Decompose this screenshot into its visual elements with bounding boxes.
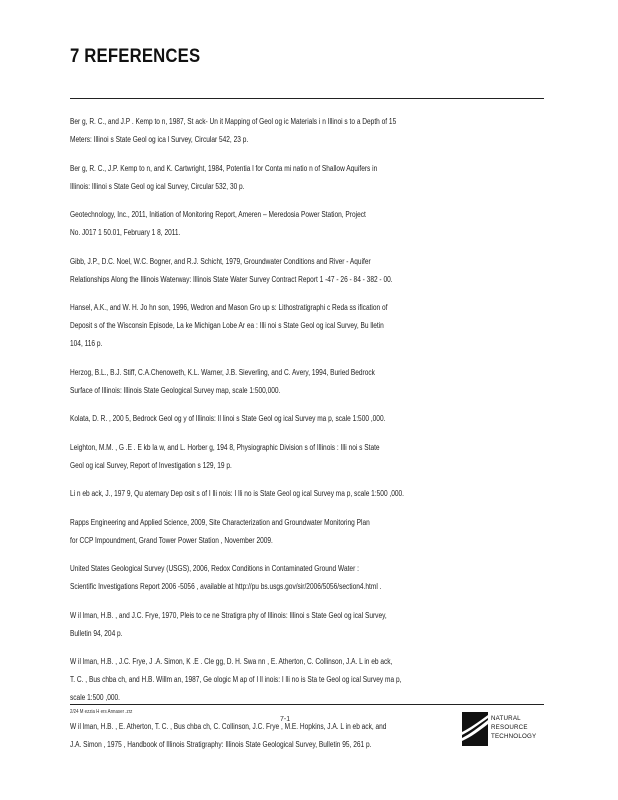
reference-line: Meters: Illinoi s State Geol og ica l Survey, Circular 542, 23 p.: [70, 135, 249, 144]
reference-entry: [70, 514, 544, 550]
reference-line: No. J017 1 50.01, February 1 8, 2011.: [70, 228, 181, 237]
reference-line: Relationships Along the Illinois Waterway: Illinois State Water Survey Contract Report 1 -47 - 26 - 84 - 382 - 00.: [70, 274, 393, 284]
reference-line: J.A. Simon , 1975 , Handbook of Illinois Stratigraphy: Illinois State Geological Survey, Bulletin 95, 261 p.: [70, 739, 372, 749]
footer-divider: [70, 704, 544, 705]
reference-line: T. C. , Bus chba ch, and H.B. Willm an, 1987, Ge ologic M ap of I ll inois: I lli no is Sta te Geol og ical Survey ma p,: [70, 675, 402, 684]
title-divider: [70, 98, 544, 99]
reference-line: Deposit s of the Wisconsin Episode, La ke Michigan Lobe Ar ea : Illi noi s State Geol og ical Survey, Bu lletin: [70, 321, 384, 330]
reference-line: Herzog, B.L., B.J. Stiff, C.A.Chenoweth, K.L. Warner, J.B. Sieverling, and C. Avery, 1994, Buried Bedrock: [70, 367, 375, 377]
reference-entry: [70, 607, 544, 643]
reference-entry: [70, 439, 544, 475]
logo-text-technology: TECHNOLOGY: [491, 733, 537, 740]
reference-line: United States Geological Survey (USGS), 2006, Redox Conditions in Contaminated Ground Water :: [70, 564, 359, 573]
reference-line: Scientific Investigations Report 2006 -5056 , available at http://pu bs.usgs.gov/sir/2006/5056/section4.html .: [70, 582, 382, 591]
reference-entry: [70, 560, 544, 596]
reference-line: Ber g, R. C., J.P. Kemp to n, and K. Cartwright, 1984, Potentia l for Conta mi natio n of Shallow Aquifers in: [70, 163, 378, 173]
reference-entry: [70, 653, 544, 707]
reference-entry: [70, 364, 544, 400]
reference-line: Geol og ical Survey, Report of Investigation s 129, 19 p.: [70, 460, 232, 470]
page-number: 7-1: [280, 716, 291, 723]
reference-line: Illinois: Illinoi s State Geol og ical Survey, Circular 532, 30 p.: [70, 181, 245, 191]
logo-text-resource: RESOURCE: [491, 724, 528, 731]
reference-entry: [70, 410, 544, 428]
logo-text-natural: NATURAL: [491, 715, 521, 722]
reference-entry: [70, 299, 544, 353]
page-title: 7 REFERENCES: [70, 46, 201, 67]
reference-line: Leighton, M.M. , G .E . E kb la w, and L. Horber g, 194 8, Physiographic Division s of Illinois : Illi noi s State: [70, 442, 380, 452]
reference-line: Rapps Engineering and Applied Science, 2009, Site Characterization and Groundwater Monitoring Plan: [70, 517, 370, 527]
footer-document-id: 2/24 M ezzia H ers Annaser .zrz: [70, 709, 133, 715]
reference-line: for CCP Impoundment, Grand Tower Power Station , November 2009.: [70, 535, 273, 545]
reference-line: Kolata, D. R. , 200 5, Bedrock Geol og y of Illinois: Il linoi s State Geol og ical Survey ma p, scale 1:500 ,000.: [70, 414, 386, 423]
reference-entry: [70, 206, 544, 242]
reference-line: Surface of Illinois: Illinois State Geological Survey map, scale 1:500,000.: [70, 385, 281, 395]
reference-entry: [70, 113, 544, 149]
reference-line: W il lman, H.B. , and J.C. Frye, 1970, Pleis to ce ne Stratigra phy of Illinois: Illinoi s State Geol og ical Survey,: [70, 610, 387, 620]
reference-entry: [70, 485, 544, 503]
reference-entry: [70, 253, 544, 289]
reference-line: Geotechnology, Inc., 2011, Initiation of Monitoring Report, Ameren – Meredosia Power Station, Project: [70, 210, 366, 219]
reference-entry: [70, 160, 544, 196]
reference-line: W il lman, H.B. , E. Atherton, T. C. , Bus chba ch, C. Collinson, J.C. Frye , M.E. Hopkins, J.A. L in eb ack, and: [70, 721, 387, 731]
reference-line: Hansel, A.K., and W. H. Jo hn son, 1996, Wedron and Mason Gro up s: Lithostratigraphi c Reda ss ification of: [70, 303, 388, 312]
reference-line: scale 1:500 ,000.: [70, 693, 120, 702]
reference-line: W il lman, H.B. , J.C. Frye, J .A. Simon, K .E . Cle gg, D. H. Swa nn , E. Atherton, C. Collinson, J.A. L in eb ack,: [70, 657, 393, 666]
reference-line: Ber g, R. C., and J.P . Kemp to n, 1987, St ack- Un it Mapping of Geol og ic Materials i n Illinoi s to a Depth of 15: [70, 117, 397, 126]
references-list: [70, 113, 544, 764]
reference-line: Bulletin 94, 204 p.: [70, 628, 123, 638]
company-logo: [462, 712, 538, 748]
reference-line: 104, 116 p.: [70, 339, 103, 348]
reference-line: Li n eb ack, J., 197 9, Qu aternary Dep osit s of I lli nois: I lli no is State Geol og ical Survey ma p, scale 1:500 ,000.: [70, 489, 405, 498]
nrt-logo-icon: [462, 712, 488, 746]
reference-line: Gibb, J.P., D.C. Noel, W.C. Bogner, and R.J. Schicht, 1979, Groundwater Conditions and River - Aquifer: [70, 256, 371, 266]
